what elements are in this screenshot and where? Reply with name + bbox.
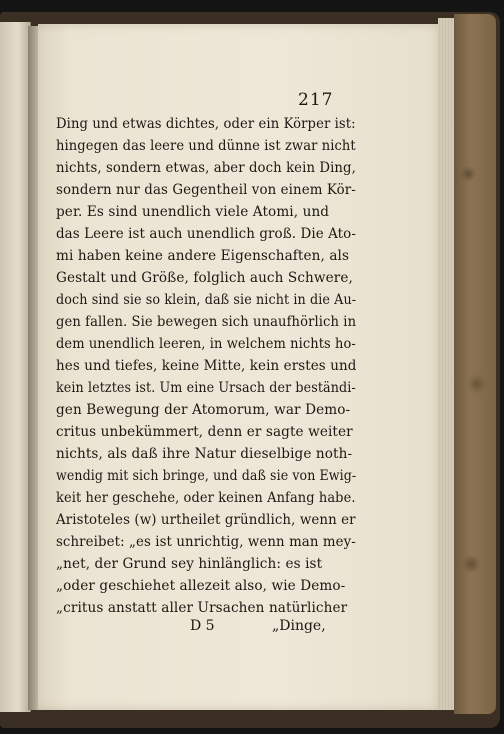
text-line: mi haben keine andere Eigenschaften, als <box>56 248 350 264</box>
book-cover <box>454 14 496 714</box>
text-line: „oder geschiehet allezeit also, wie Demo- <box>56 578 346 594</box>
text-line: hes und tiefes, keine Mitte, kein erstes und <box>56 358 357 374</box>
catchword: „Dinge, <box>272 618 326 634</box>
text-line: „critus anstatt aller Ursachen natürlicher <box>56 600 348 616</box>
signature-mark: D 5 <box>190 618 215 634</box>
text-line: wendig mit sich bringe, und daß sie von Ewig- <box>56 468 357 484</box>
page-number: 217 <box>298 90 334 110</box>
text-line: sondern nur das Gegentheil von einem Kör- <box>56 182 356 198</box>
text-line: critus unbekümmert, denn er sagte weiter <box>56 424 353 440</box>
text-line: schreibet: „es ist unrichtig, wenn man mey- <box>56 534 356 550</box>
text-line: per. Es sind unendlich viele Atomi, und <box>56 204 330 220</box>
text-line: gen fallen. Sie bewegen sich unaufhörlich in <box>56 314 357 330</box>
text-line: dem unendlich leeren, in welchem nichts ho- <box>56 336 356 352</box>
text-line: nichts, sondern etwas, aber doch kein Ding, <box>56 160 356 176</box>
text-line: das Leere ist auch unendlich groß. Die Ato- <box>56 226 356 242</box>
text-line: keit her geschehe, oder keinen Anfang habe. <box>56 490 356 506</box>
text-line: doch sind sie so klein, daß sie nicht in die Au- <box>56 292 357 308</box>
text-line: nichts, als daß ihre Natur dieselbige noth- <box>56 446 353 462</box>
text-line: Aristoteles (w) urtheilet gründlich, wenn er <box>56 512 356 528</box>
text-line: Ding und etwas dichtes, oder ein Körper ist: <box>56 116 356 132</box>
text-line: „net, der Grund sey hinlänglich: es ist <box>56 556 323 572</box>
text-line: Gestalt und Größe, folglich auch Schwere, <box>56 270 353 286</box>
text-line: kein letztes ist. Um eine Ursach der beständi- <box>56 380 356 396</box>
text-line: gen Bewegung der Atomorum, war Demo- <box>56 402 351 418</box>
text-line: hingegen das leere und dünne ist zwar nicht <box>56 138 356 154</box>
left-page-edge <box>0 22 31 712</box>
